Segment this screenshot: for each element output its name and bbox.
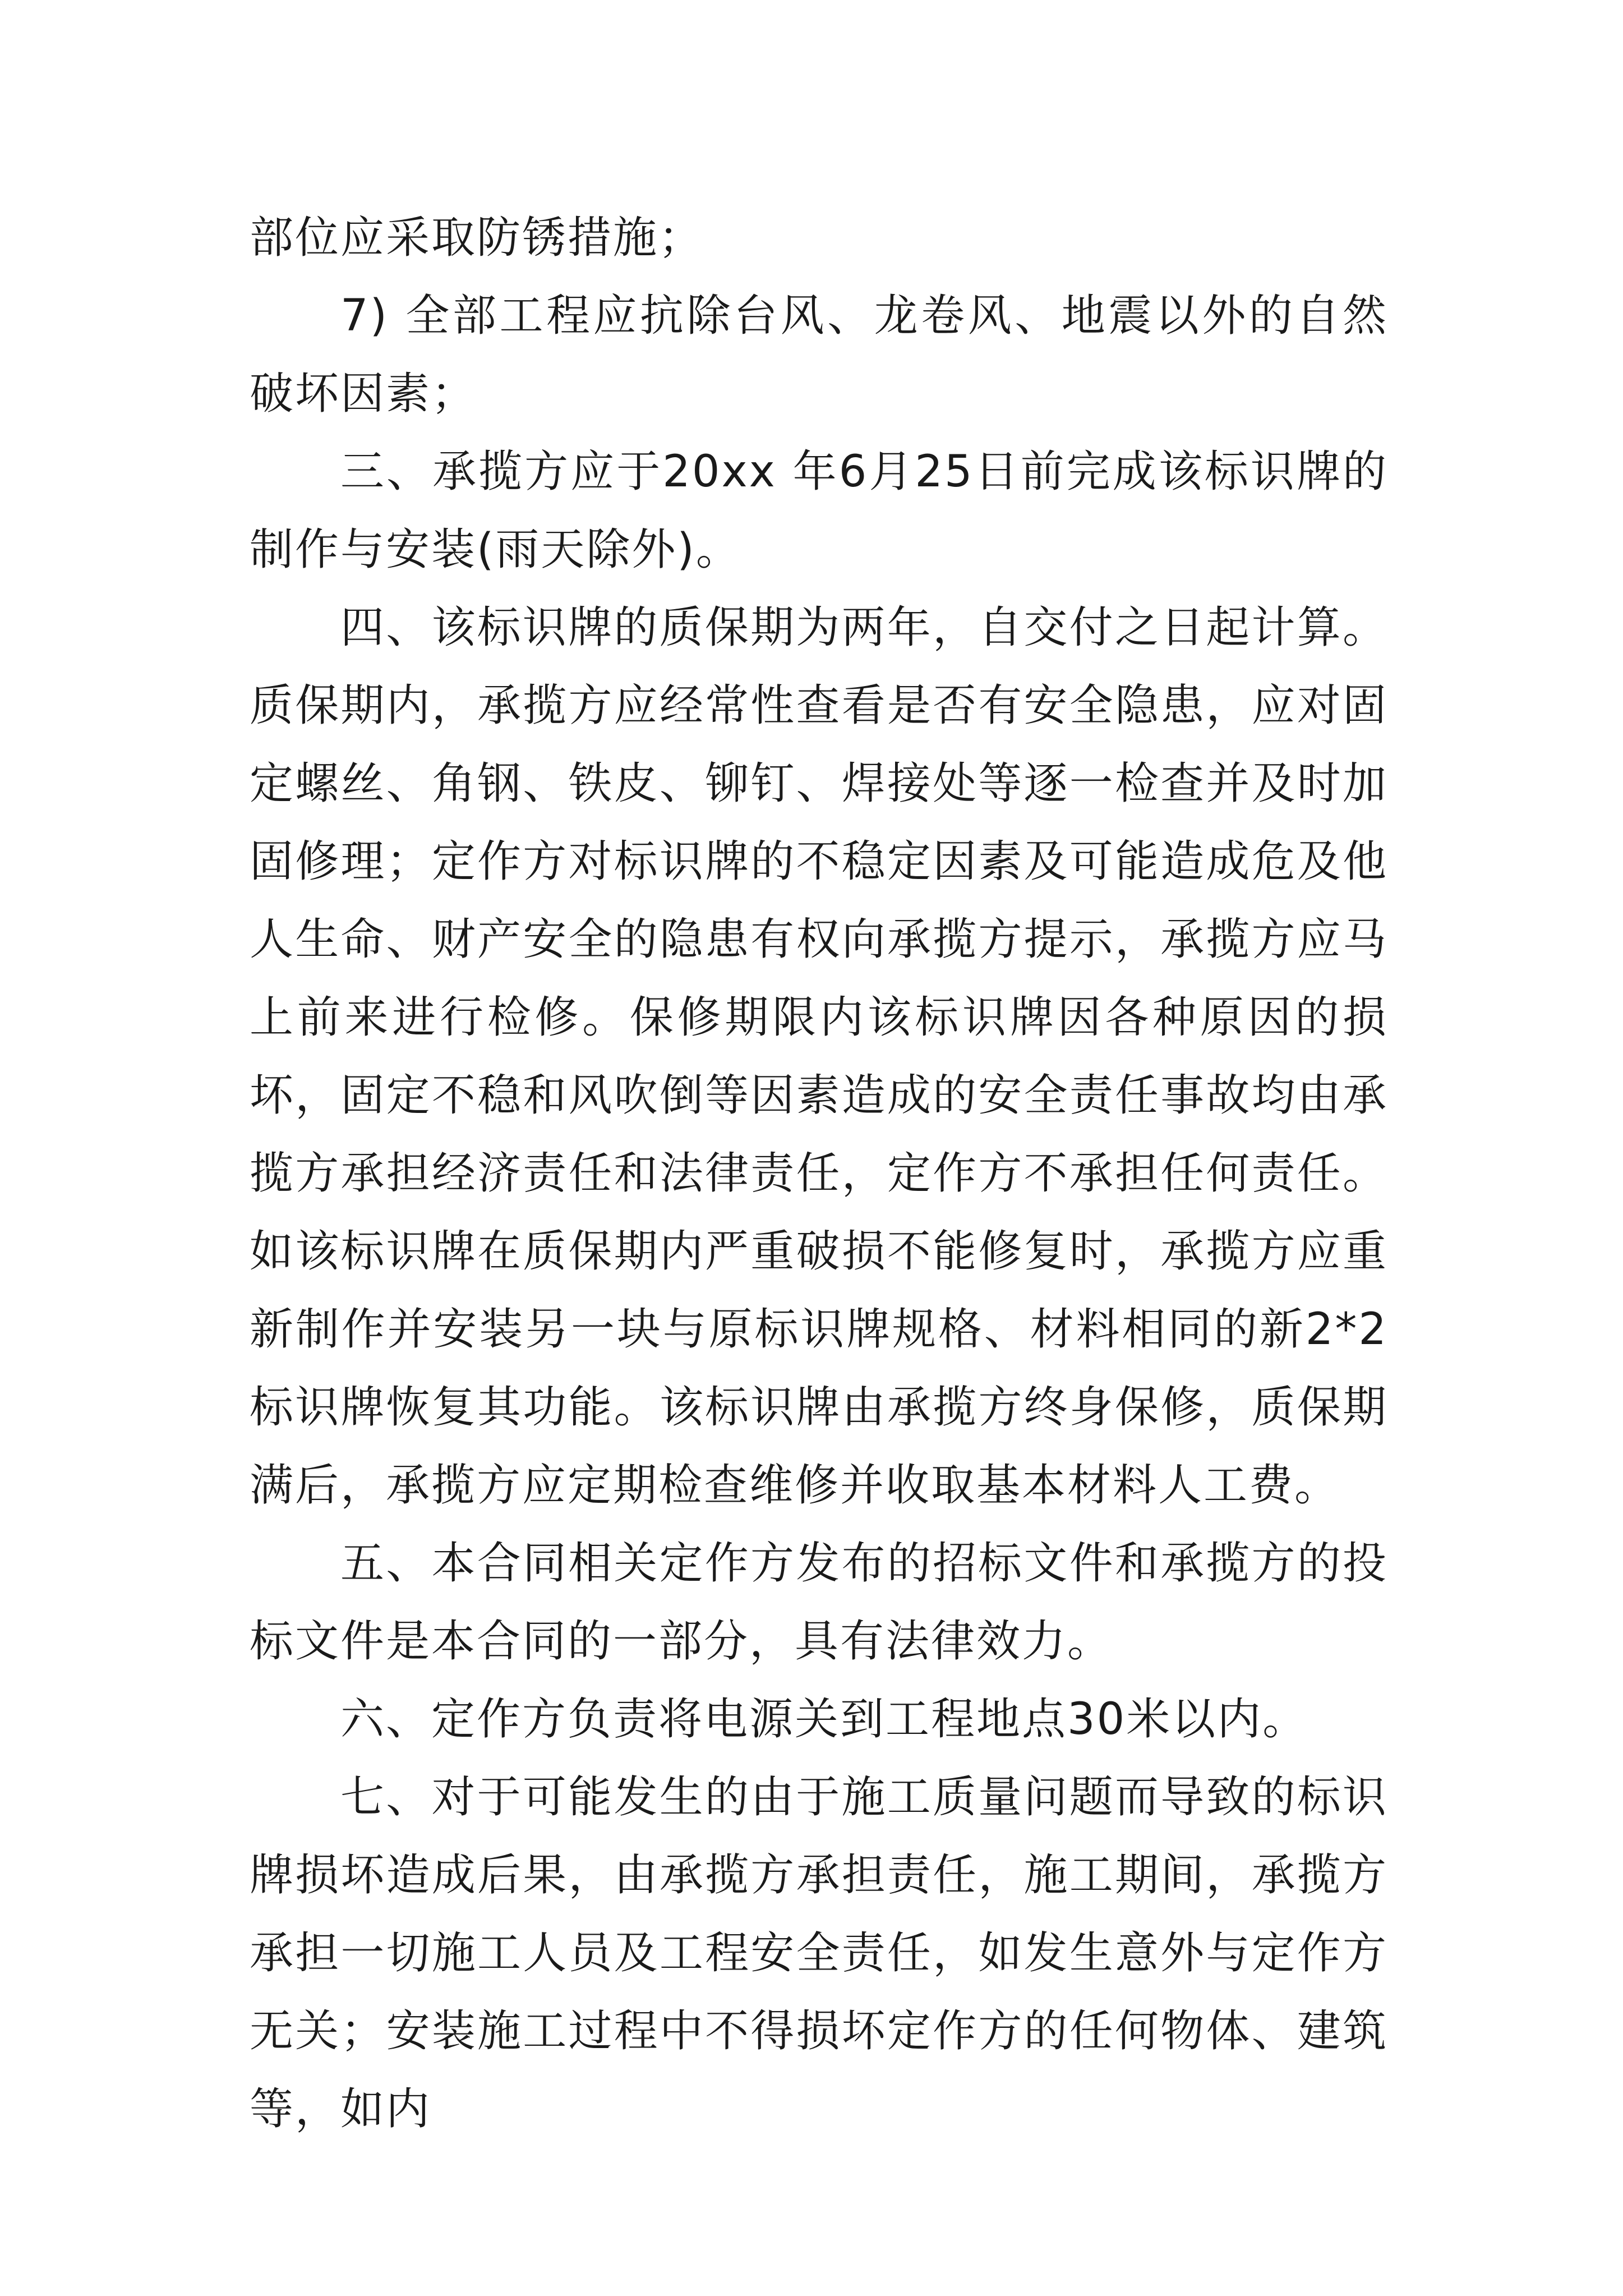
paragraph-section-5-bid-documents: 五、本合同相关定作方发布的招标文件和承揽方的投标文件是本合同的一部分，具有法律效力。	[250, 1538, 1388, 1667]
document-body	[250, 199, 1388, 2148]
paragraph-rust-prevention: 部位应采取防锈措施；	[250, 213, 704, 263]
paragraph-section-6-power-supply: 六、定作方负责将电源关到工程地点30米以内。	[340, 1694, 1308, 1745]
paragraph-section-7-liability: 七、对于可能发生的由于施工质量问题而导致的标识牌损坏造成后果，由承揽方承担责任，施工期间，承揽方承担一切施工人员及工程安全责任，如发生意外与定作方无关；安装施工过程中不得损坏定作方的任何物体、建筑等，如内	[250, 1772, 1388, 2134]
paragraph-section-3-deadline: 三、承揽方应于20xx 年6月25日前完成该标识牌的制作与安装(雨天除外)。	[250, 447, 1388, 575]
paragraph-natural-damage: 7) 全部工程应抗除台风、龙卷风、地震以外的自然破坏因素；	[250, 291, 1388, 419]
paragraph-section-4-warranty: 四、该标识牌的质保期为两年，自交付之日起计算。质保期内，承揽方应经常性查看是否有安全隐患，应对固定螺丝、角钢、铁皮、铆钉、焊接处等逐一检查并及时加固修理；定作方对标识牌的不稳定因素及可能造成危及他人生命、财产安全的隐患有权向承揽方提示，承揽方应马上前来进行检修。保修期限内该标识牌因各种原因的损坏，固定不稳和风吹倒等因素造成的安全责任事故均由承揽方承担经济责任和法律责任，定作方不承担任何责任。如该标识牌在质保期内严重破损不能修复时，承揽方应重新制作并安装另一块与原标识牌规格、材料相同的新2*2标识牌恢复其功能。该标识牌由承揽方终身保修，质保期满后，承揽方应定期检查维修并收取基本材料人工费。	[250, 602, 1388, 1511]
